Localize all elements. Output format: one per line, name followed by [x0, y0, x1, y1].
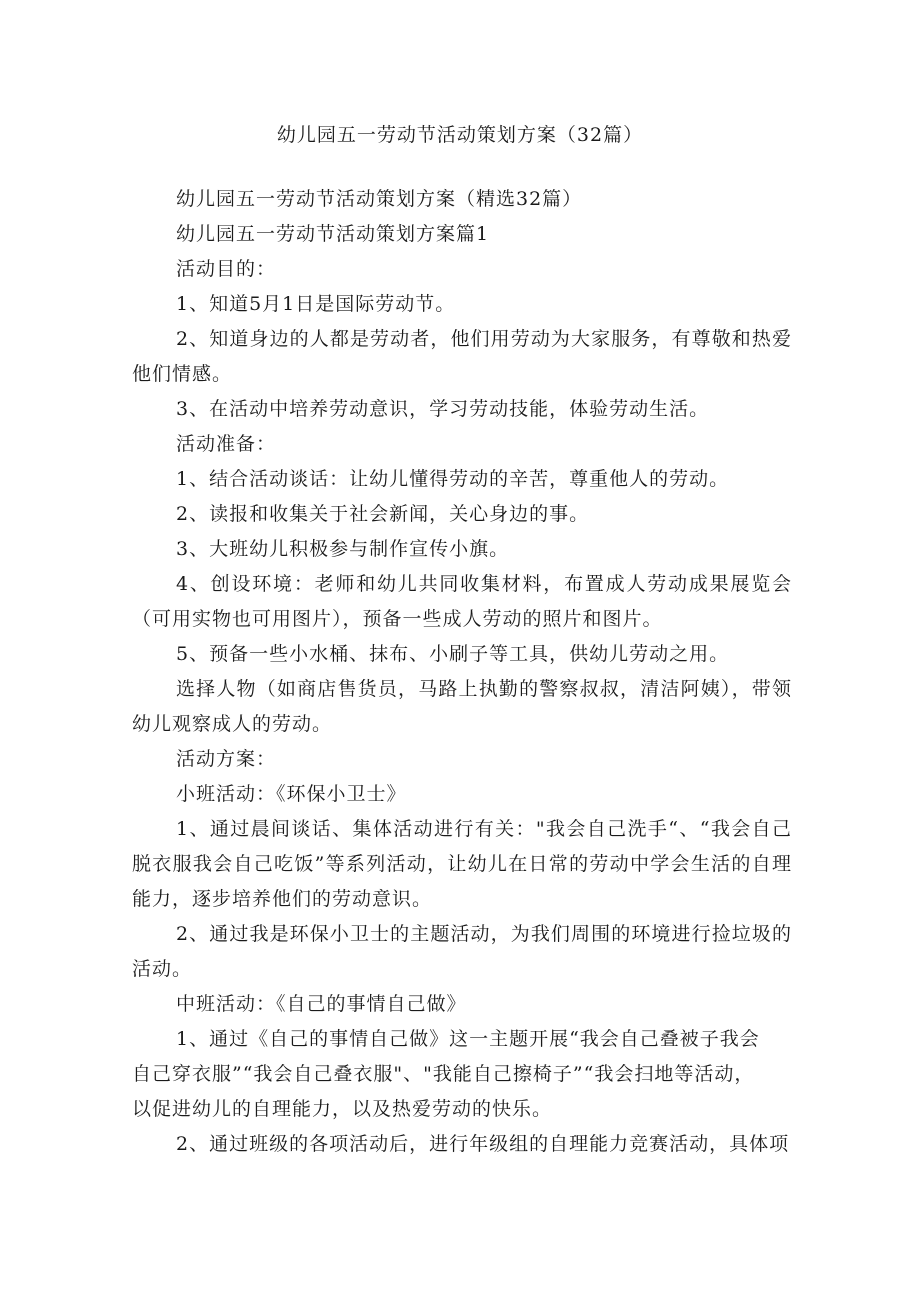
- paragraph: 1、通过晨间谈话、集体活动进行有关："我会自己洗手“、“我会自己脱衣服我会自己吃饭”等系列活动，让幼儿在日常的劳动中学会生活的自理能力，逐步培养他们的劳动意识。: [132, 818, 792, 910]
- paragraph: 2、知道身边的人都是劳动者，他们用劳动为大家服务，有尊敬和热爱他们情感。: [132, 328, 792, 385]
- paragraph: 4、创设环境：老师和幼儿共同收集材料，布置成人劳动成果展览会（可用实物也可用图片），预备一些成人劳动的照片和图片。: [132, 573, 792, 630]
- paragraph: 3、大班幼儿积极参与制作宣传小旗。: [176, 538, 510, 560]
- paragraph: 1、知道5月1日是国际劳动节。: [176, 293, 456, 315]
- paragraph: 5、预备一些小水桶、抹布、小刷子等工具，供幼儿劳动之用。: [176, 643, 730, 665]
- paragraph: 1、通过《自己的事情自己做》这一主题开展“我会自己叠被子我会自己穿衣服”“我会自己叠衣服"、"我能自己擦椅子”“我会扫地等活动，以促进幼儿的自理能力，以及热爱劳动的快乐。: [132, 1028, 760, 1120]
- paragraph: 活动目的：: [176, 258, 277, 280]
- paragraph: 中班活动：《自己的事情自己做》: [176, 993, 467, 1015]
- paragraph: 3、在活动中培养劳动意识，学习劳动技能，体验劳动生活。: [176, 398, 710, 420]
- document-body: [132, 182, 792, 1162]
- paragraph: 幼儿园五一劳动节活动策划方案（精选32篇）: [176, 188, 583, 210]
- paragraph: 2、通过我是环保小卫士的主题活动，为我们周围的环境进行捡垃圾的活动。: [132, 923, 792, 980]
- paragraph: 活动方案：: [176, 748, 277, 770]
- document-title: 幼儿园五一劳动节活动策划方案（32篇）: [276, 124, 644, 146]
- paragraph: 2、通过班级的各项活动后，进行年级组的自理能力竞赛活动，具体项: [176, 1133, 790, 1155]
- paragraph: 活动准备：: [176, 433, 277, 455]
- paragraph: 1、结合活动谈话：让幼儿懂得劳动的辛苦，尊重他人的劳动。: [176, 468, 730, 490]
- paragraph: 幼儿园五一劳动节活动策划方案篇1: [176, 223, 490, 245]
- paragraph: 小班活动：《环保小卫士》: [176, 783, 407, 805]
- paragraph: 2、读报和收集关于社会新闻，关心身边的事。: [176, 503, 590, 525]
- paragraph: 选择人物（如商店售货员，马路上执勤的警察叔叔，清洁阿姨），带领幼儿观察成人的劳动。: [132, 678, 792, 735]
